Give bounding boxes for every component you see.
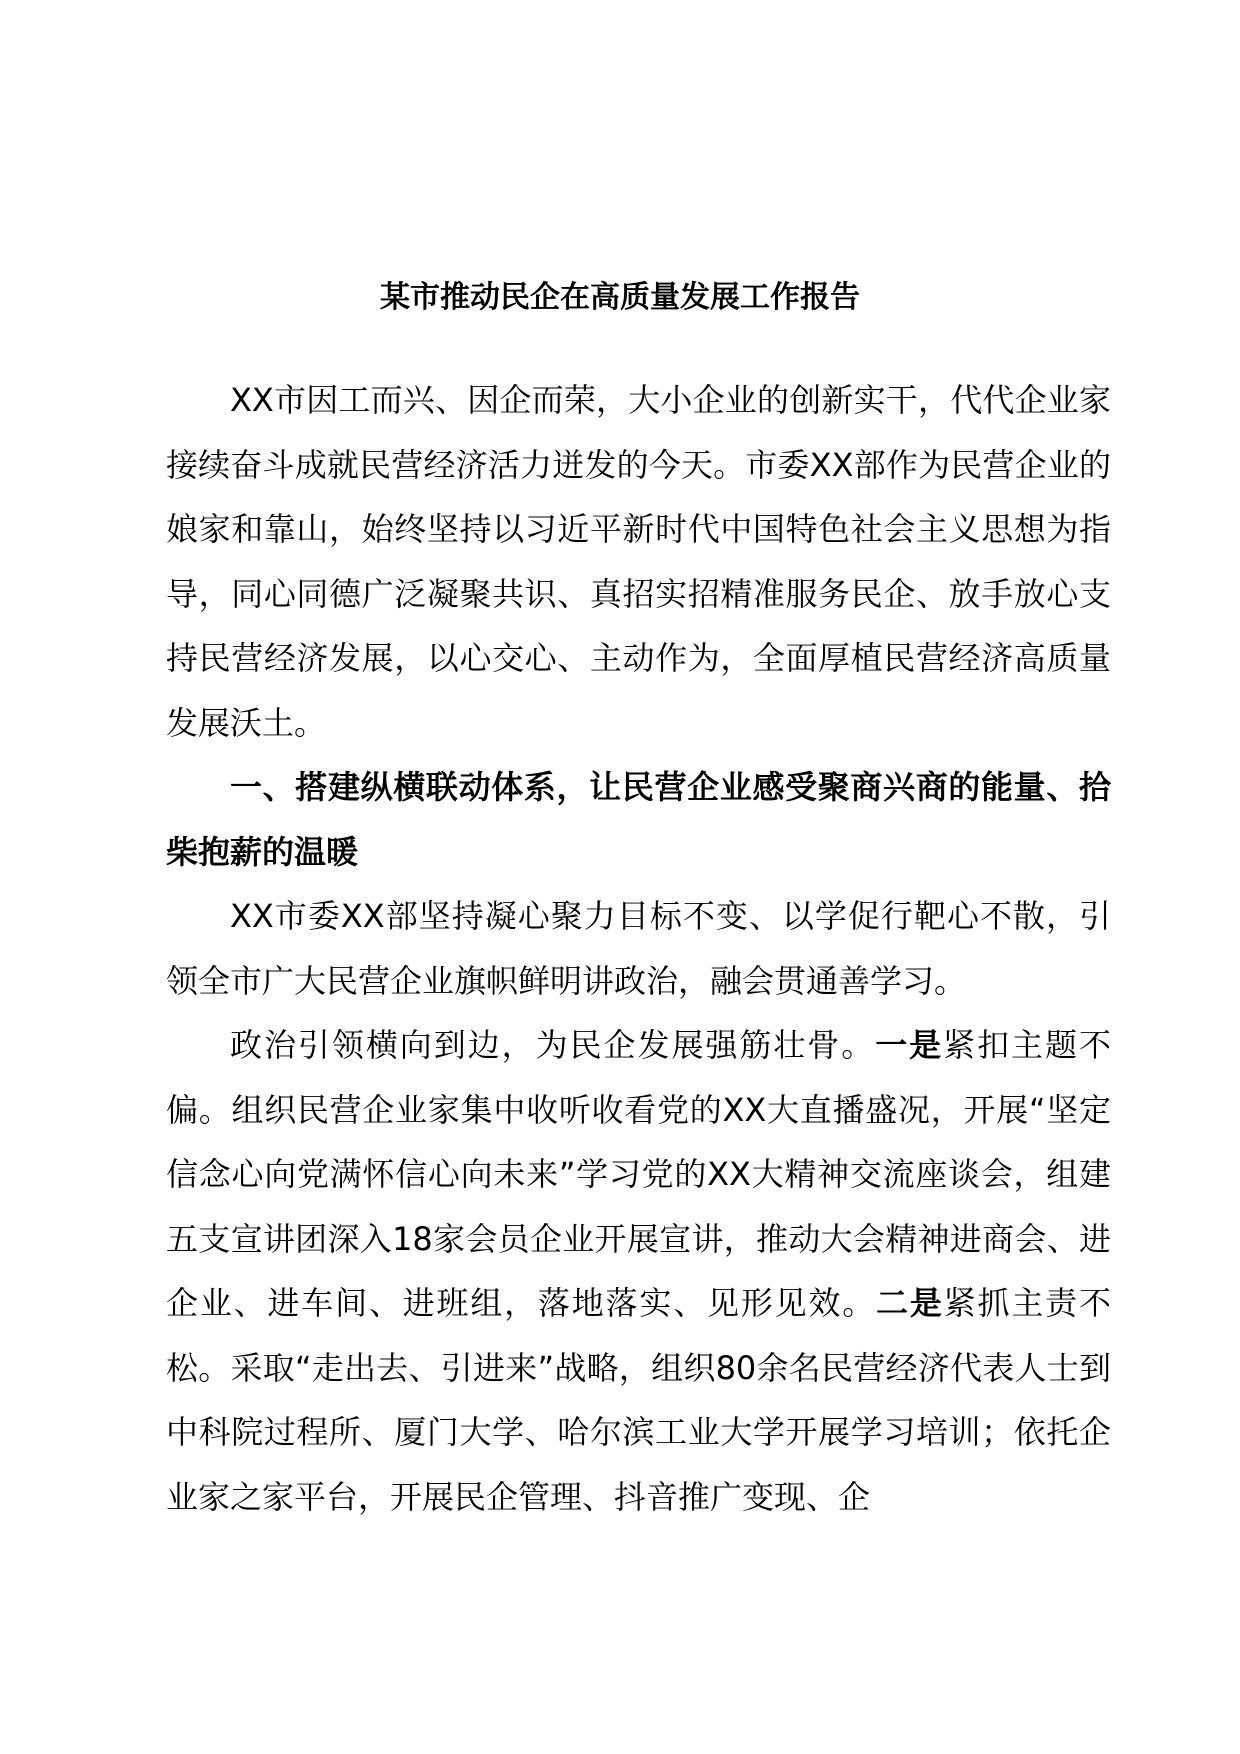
- point-text-first: 紧扣主题不偏。组织民营企业家集中收听收看党的XX大直播盛况，开展“坚定信念心向党满怀信心向未来”学习党的XX大精神交流座谈会，组建五支宣讲团深入18家会员企业开展宣讲，推动大会精神进商会、进企业、进车间、进班组，落地落实、见形见效。: [166, 1026, 1111, 1322]
- document-body: [166, 368, 1111, 1529]
- paragraph-intro-sentence: 政治引领横向到边，为民企发展强筋壮骨。: [230, 1026, 876, 1064]
- paragraph-intro: XX市因工而兴、因企而荣，大小企业的创新实干，代代企业家接续奋斗成就民营经济活力迸发的今天。市委XX部作为民营企业的娘家和靠山，始终坚持以习近平新时代中国特色社会主义思想为指导，同心同德广泛凝聚共识、真招实招精准服务民企、放手放心支持民营经济发展，以心交心、主动作为，全面厚植民营经济高质量发展沃土。: [166, 381, 1111, 742]
- paragraph-section1-summary: XX市委XX部坚持凝心聚力目标不变、以学促行靶心不散，引领全市广大民营企业旗帜鲜明讲政治，融会贯通善学习。: [166, 897, 1111, 1000]
- paragraph-political-guidance: [166, 1013, 1111, 1529]
- lead-label-first: 一是: [875, 1026, 944, 1064]
- section-heading-1: 一、搭建纵横联动体系，让民营企业感受聚商兴商的能量、拾柴抱薪的温暖: [166, 768, 1111, 871]
- point-text-second: 紧抓主责不松。采取“走出去、引进来”战略，组织80余名民营经济代表人士到中科院过程所、厦门大学、哈尔滨工业大学开展学习培训；依托企业家之家平台，开展民企管理、抖音推广变现、企: [166, 1284, 1111, 1516]
- lead-label-second: 二是: [876, 1284, 944, 1322]
- document-title: 某市推动民企在高质量发展工作报告: [380, 280, 860, 315]
